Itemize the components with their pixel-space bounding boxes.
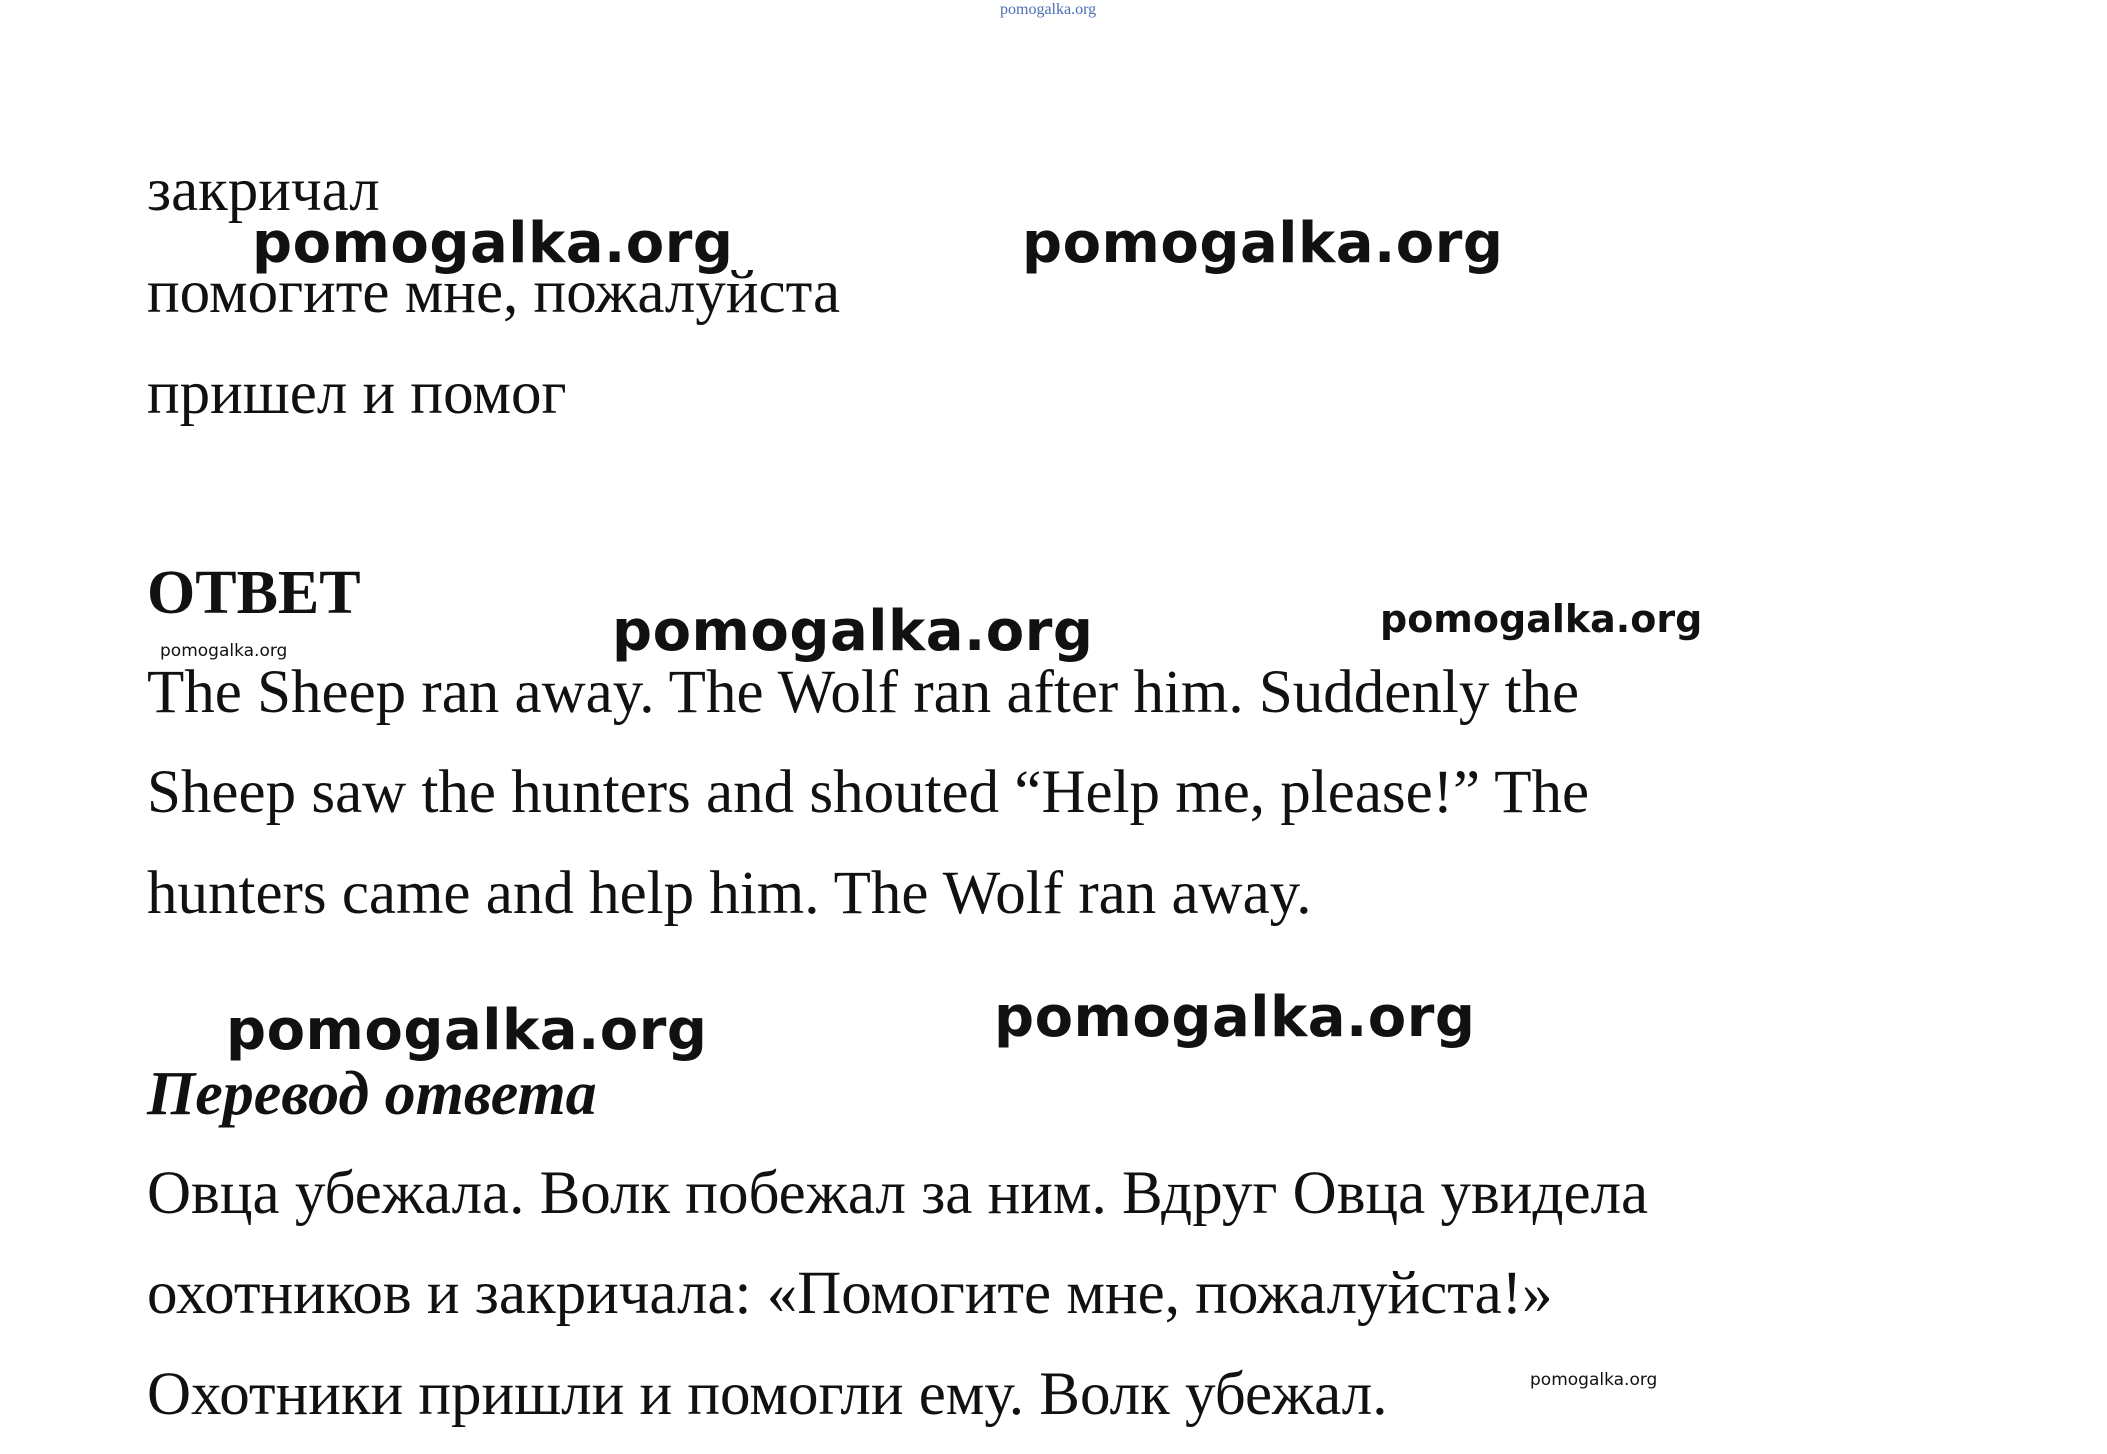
watermark-top: pomogalka.org bbox=[1000, 1, 1097, 18]
watermark-7: pomogalka.org bbox=[994, 985, 1476, 1050]
watermark-1: pomogalka.org bbox=[252, 211, 734, 276]
watermark-4: pomogalka.org bbox=[1380, 597, 1703, 641]
watermark-5: pomogalka.org bbox=[160, 641, 288, 661]
answer-line-2: Sheep saw the hunters and shouted “Help me, please!” The bbox=[147, 759, 1590, 826]
answer-line-3: hunters came and help him. The Wolf ran away. bbox=[147, 860, 1312, 927]
answer-line-1: The Sheep ran away. The Wolf ran after him. Suddenly the bbox=[147, 659, 1580, 726]
watermark-2: pomogalka.org bbox=[1022, 211, 1504, 276]
vocab-line-1: закричал bbox=[147, 157, 380, 224]
translation-line-2: охотников и закричала: «Помогите мне, пожалуйста!» bbox=[147, 1260, 1553, 1327]
vocab-line-2: помогите мне, пожалуйста bbox=[147, 259, 841, 326]
translation-heading: Перевод ответа bbox=[147, 1060, 597, 1128]
translation-line-3: Охотники пришли и помогли ему. Волк убежал. bbox=[147, 1361, 1388, 1428]
answer-heading: ОТВЕТ bbox=[147, 559, 361, 627]
watermark-3: pomogalka.org bbox=[612, 599, 1094, 664]
vocab-line-3: пришел и помог bbox=[147, 360, 567, 427]
translation-line-1: Овца убежала. Волк побежал за ним. Вдруг Овца увидела bbox=[147, 1160, 1649, 1227]
watermark-8: pomogalka.org bbox=[1530, 1370, 1658, 1390]
watermark-6: pomogalka.org bbox=[226, 998, 708, 1063]
